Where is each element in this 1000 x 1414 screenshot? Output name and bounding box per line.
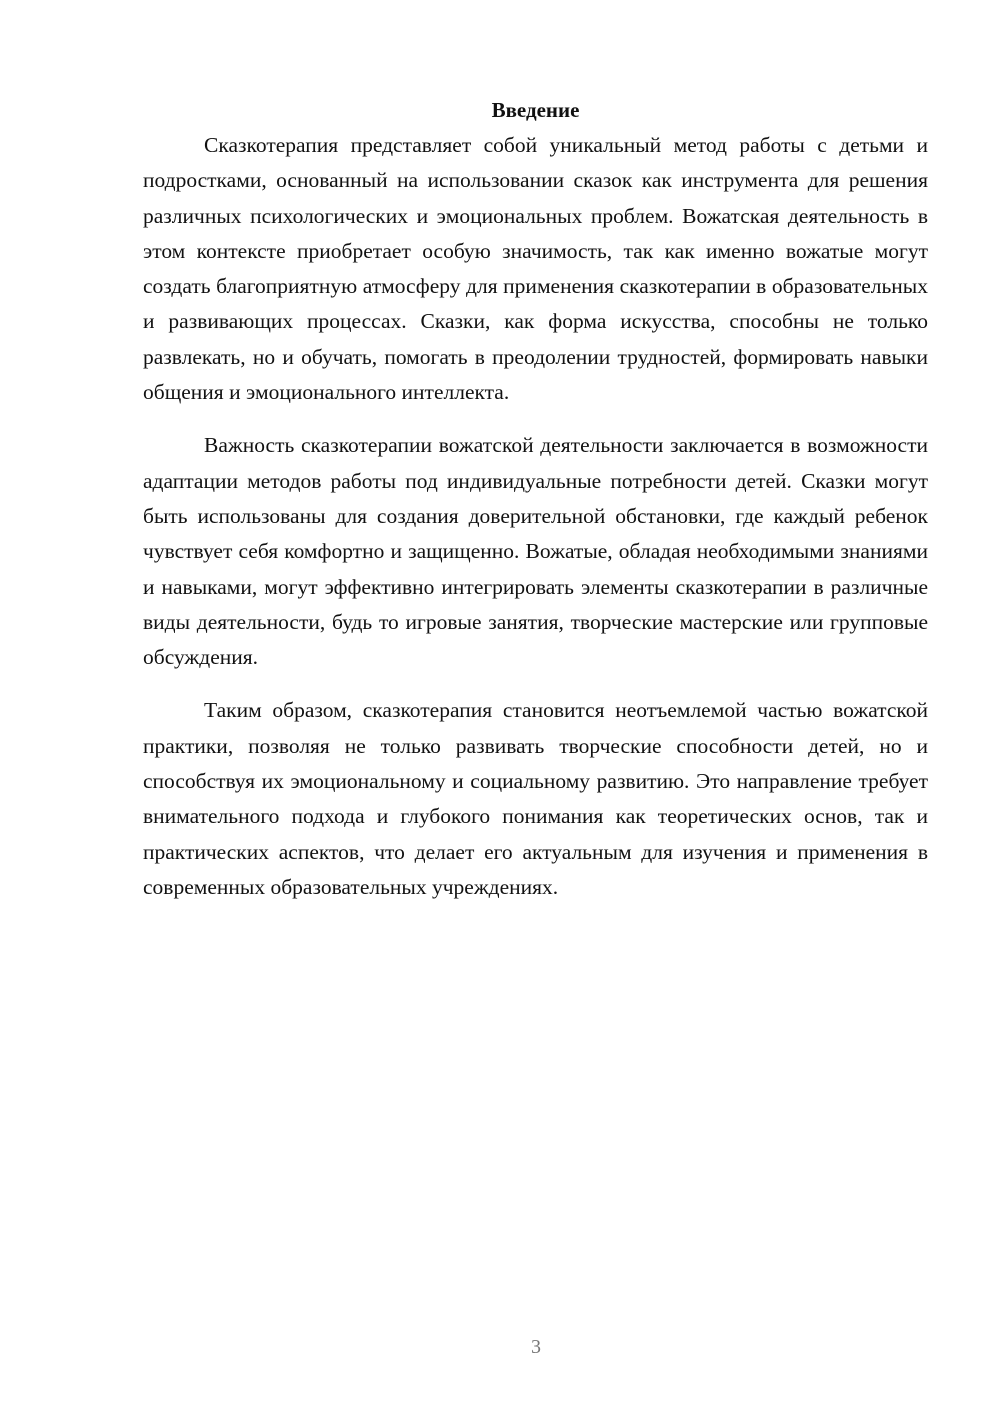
page-content [143, 93, 928, 923]
paragraph-3: Таким образом, сказкотерапия становится неотъемлемой частью вожатской практики, позволяя не только развивать творческие способности детей, но и способствуя их эмоциональному и социальному развитию. Это направление требует внимательного подхода и глубокого понимания как теоретических основ, так и практических аспектов, что делает его актуальным для изучения и применения в современных образовательных учреждениях. [143, 698, 928, 899]
paragraph-2: Важность сказкотерапии вожатской деятельности заключается в возможности адаптации методов работы под индивидуальные потребности детей. Сказки могут быть использованы для создания доверительной обстановки, где каждый ребенок чувствует себя комфортно и защищенно. Вожатые, обладая необходимыми знаниями и навыками, могут эффективно интегрировать элементы сказкотерапии в различные виды деятельности, будь то игровые занятия, творческие мастерские или групповые обсуждения. [143, 433, 928, 670]
section-title: Введение [491, 98, 580, 122]
paragraph-1: Сказкотерапия представляет собой уникальный метод работы с детьми и подростками, основанный на использовании сказок как инструмента для решения различных психологических и эмоциональных проблем. Вожатская деятельность в этом контексте приобретает особую значимость, так как именно вожатые могут создать благоприятную атмосферу для применения сказкотерапии в образовательных и развивающих процессах. Сказки, как форма искусства, способны не только развлекать, но и обучать, помогать в преодолении трудностей, формировать навыки общения и эмоционального интеллекта. [143, 133, 928, 405]
page-number: 3 [531, 1336, 541, 1358]
